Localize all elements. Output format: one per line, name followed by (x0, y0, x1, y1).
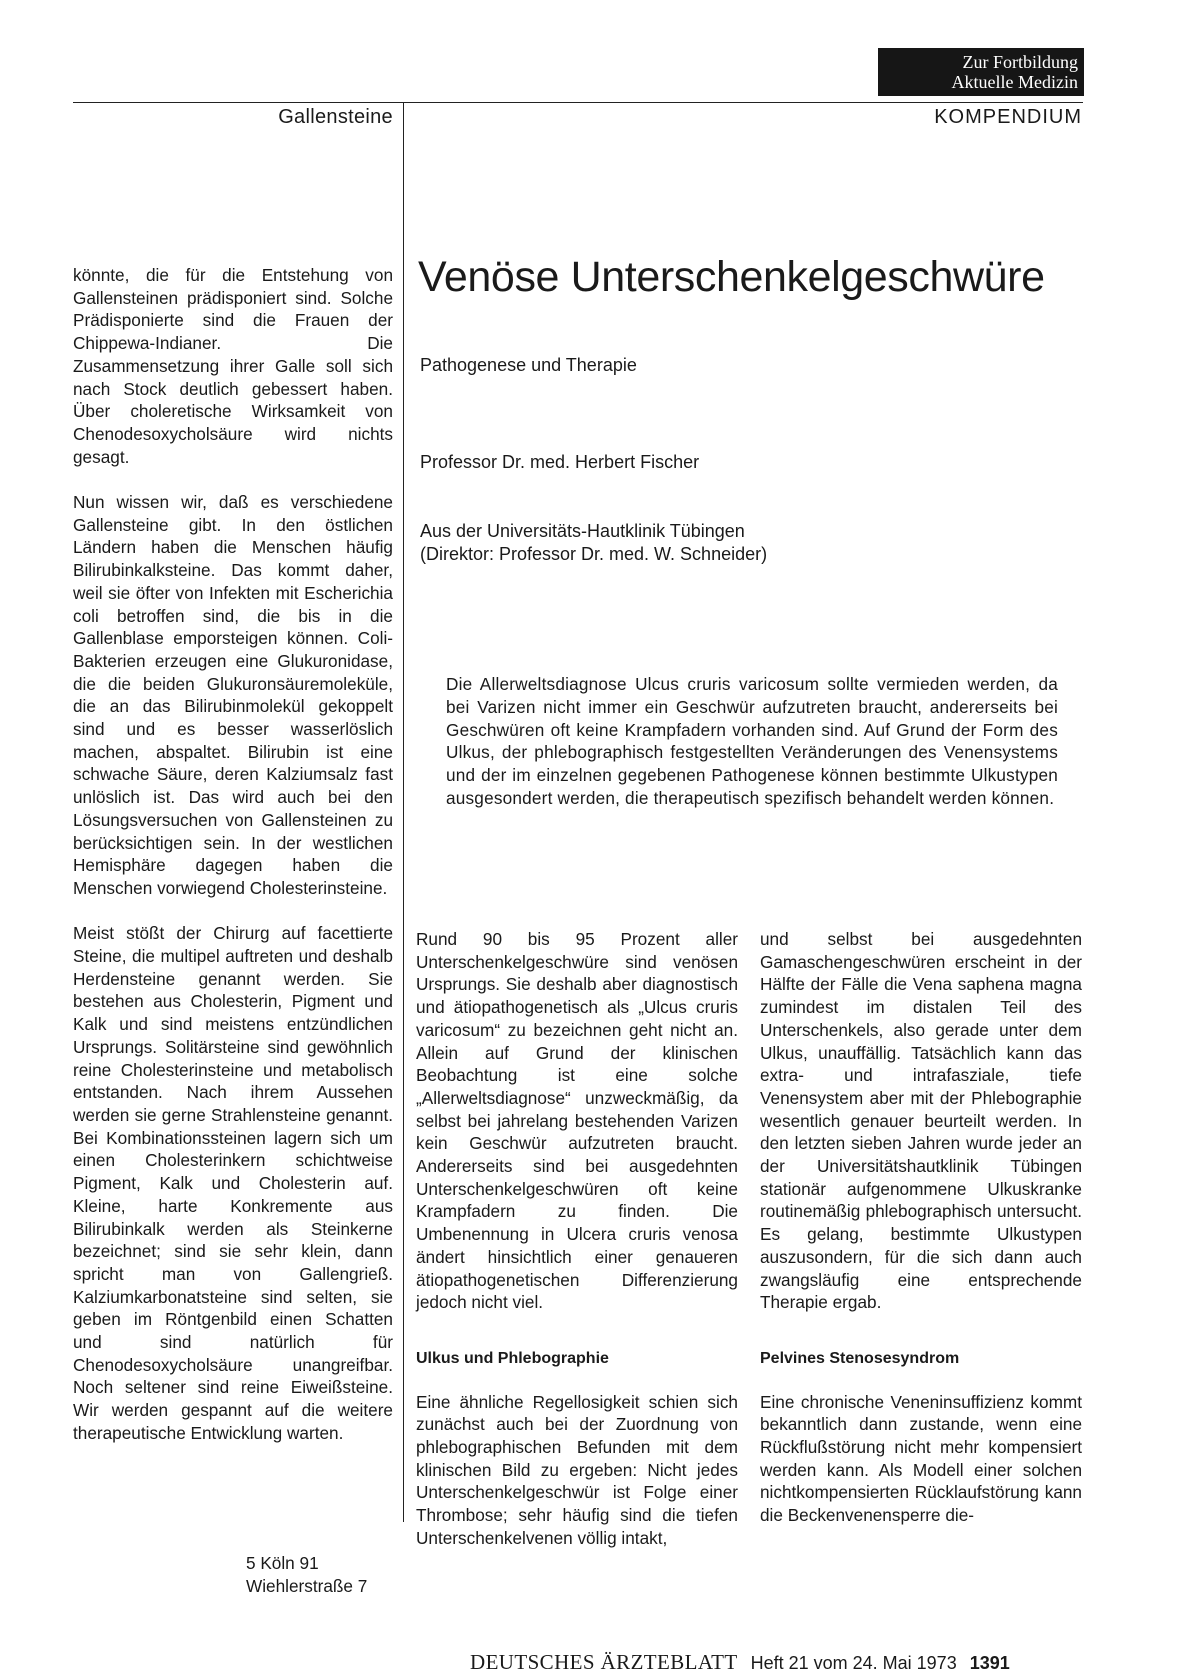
badge-line-1: Zur Fortbildung (962, 52, 1078, 72)
column-divider (403, 102, 404, 1522)
header-rule (73, 102, 1083, 103)
left-paragraph-3: Meist stößt der Chirurg auf facettierte Steine, die multipel auftreten und deshalb Herdensteine genannt werden. Sie bestehen aus Cholesterin, Pigment und Kalk und sind meistens entzündlichen Ursprungs. Solitärsteine sind gewöhnlich reine Cholesterinsteine und metabolisch entstanden. Nach ihrem Aussehen werden sie gerne Strahlensteine genannt. Bei Kombinationssteinen lagern sich um einen Cholesterinkern schichtweise Pigment, Kalk und Cholesterin auf. Kleine, harte Konkremente aus Bilirubinkalk werden als Steinkerne bezeichnet; sind sie sehr klein, dann spricht man von Gallengrieß. Kalziumkarbonatsteine sind selten, sie geben im Röntgenbild einen Schatten und sind natürlich für Chenodesoxycholsäure unangreifbar. Noch seltener sind reine Eiweißsteine. Wir werden gespannt auf die weitere therapeutische Entwicklung warten. (73, 923, 393, 1443)
article-subtitle: Pathogenese und Therapie (420, 355, 637, 375)
article-institution (420, 520, 767, 566)
article-author: Professor Dr. med. Herbert Fischer (420, 452, 700, 472)
address-line-1: 5 Köln 91 (246, 1553, 319, 1573)
page-number: 1391 (969, 1653, 1010, 1673)
article-abstract: Die Allerweltsdiagnose Ulcus cruris varicosum sollte vermieden werden, da bei Varizen nicht immer ein Geschwür aufzutreten braucht, andererseits bei Geschwüren oft keine Krampfadern vorhanden sind. Auf Grund der Form des Ulkus, der phlebographisch festgestellten Veränderungen des Venensystems und der im einzelnen gegebenen Pathogenese können bestimmte Ulkustypen ausgesondert werden, die therapeutisch spezifisch behandelt werden können. (446, 674, 1058, 808)
left-paragraph-1: könnte, die für die Entstehung von Gallensteinen prädisponiert sind. Solche Prädisponierte sind die Frauen der Chippewa-Indianer. Die Zusammensetzung ihrer Galle soll sich nach Stock deutlich gebessert haben. Über choleretische Wirksamkeit von Chenodesoxycholsäure wird nichts gesagt. (73, 265, 393, 467)
middle-paragraph-1: Rund 90 bis 95 Prozent aller Unterschenkelgeschwüre sind venösen Ursprungs. Sie deshalb aber diagnostisch und ätiopathogenetisch als „Ulcus cruris varicosum“ zu bezeichnen geht nicht an. Allein auf Grund der klinischen Beobachtung ist eine solche „Allerweltsdiagnose“ unzweckmäßig, da selbst bei jahrelang bestehenden Varizen kein Geschwür aufzutreten braucht. Andererseits sind bei ausgedehnten Unterschenkelgeschwüren oft keine Krampfadern zu finden. Die Umbenennung in Ulcera cruris venosa ändert hinsichtlich einer genaueren ätiopathogenetischen Differenzierung jedoch nicht viel. (416, 929, 738, 1313)
middle-paragraph-2: Eine ähnliche Regellosigkeit schien sich zunächst auch bei der Zuordnung von phlebographischen Befunden mit dem klinischen Bild zu ergeben: Nicht jedes Unterschenkelgeschwür ist Folge einer Thrombose; sehr häufig sind die tiefen Unterschenkelvenen völlig intakt, (416, 1391, 738, 1548)
right-paragraph-1: und selbst bei ausgedehnten Gamaschengeschwüren erscheint in der Hälfte der Fälle die Vena saphena magna zumindest im distalen Teil des Unterschenkels, also gerade unter dem Ulkus, unauffällig. Tatsächlich kann das extra- und intrafasziale, tiefe Venensystem aber mit der Phlebographie wesentlich genauer beurteilt werden. In den letzten sieben Jahren wurde jeder an der Universitätshautklinik Tübingen stationär aufgenommene Ulkuskranke routinemäßig phlebographisch untersucht. Es gelang, bestimmte Ulkustypen auszusondern, für die sich dann auch zwangsläufig eine entsprechende Therapie ergab. (760, 929, 1082, 1313)
heading-ulkus-phlebographie: Ulkus und Phlebographie (416, 1349, 609, 1367)
page-footer (470, 1650, 1010, 1675)
badge-line-2: Aktuelle Medizin (951, 72, 1078, 92)
author-address (246, 1552, 367, 1597)
heading-pelvines-stenosesyndrom: Pelvines Stenosesyndrom (760, 1349, 960, 1367)
institution-line-2: (Direktor: Professor Dr. med. W. Schneider) (420, 544, 768, 564)
section-badge (878, 48, 1084, 96)
institution-line-1: Aus der Universitäts-Hautklinik Tübingen (420, 521, 745, 541)
issue-info: Heft 21 vom 24. Mai 1973 (750, 1653, 957, 1673)
left-column (73, 264, 393, 1445)
journal-name: DEUTSCHES ÄRZTEBLATT (470, 1650, 738, 1674)
right-column (760, 928, 1082, 1527)
article-title: Venöse Unterschenkelgeschwüre (418, 253, 1045, 301)
left-paragraph-2: Nun wissen wir, daß es verschiedene Gallensteine gibt. In den östlichen Ländern haben die Menschen häufig Bilirubinkalksteine. Das kommt daher, weil sie öfter von Infekten mit Escherichia coli betroffen sind, die bis in die Gallenblase emporsteigen können. Coli-Bakterien erzeugen eine Glukuronidase, die die beiden Glukuronsäuremoleküle, die an das Bilirubinmolekül gekoppelt sind und es besser wasserlöslich machen, abspaltet. Bilirubin ist eine schwache Säure, deren Kalziumsalz fast unlöslich ist. Das wird auch bei den Lösungsversuchen von Gallensteinen zu berücksichtigen sein. In der westlichen Hemisphäre dagegen haben die Menschen vorwiegend Cholesterinsteine. (73, 492, 393, 898)
right-paragraph-2: Eine chronische Veneninsuffizienz kommt bekanntlich dann zustande, wenn eine Rückflußstörung nicht mehr kompensiert werden kann. Als Modell einer solchen nichtkompensierten Rücklaufstörung kann die Beckenvenensperre die- (760, 1391, 1082, 1526)
section-label-left: Gallensteine (278, 106, 393, 128)
section-label-right: KOMPENDIUM (934, 106, 1082, 128)
address-line-2: Wiehlerstraße 7 (246, 1575, 368, 1596)
middle-column (416, 928, 738, 1550)
